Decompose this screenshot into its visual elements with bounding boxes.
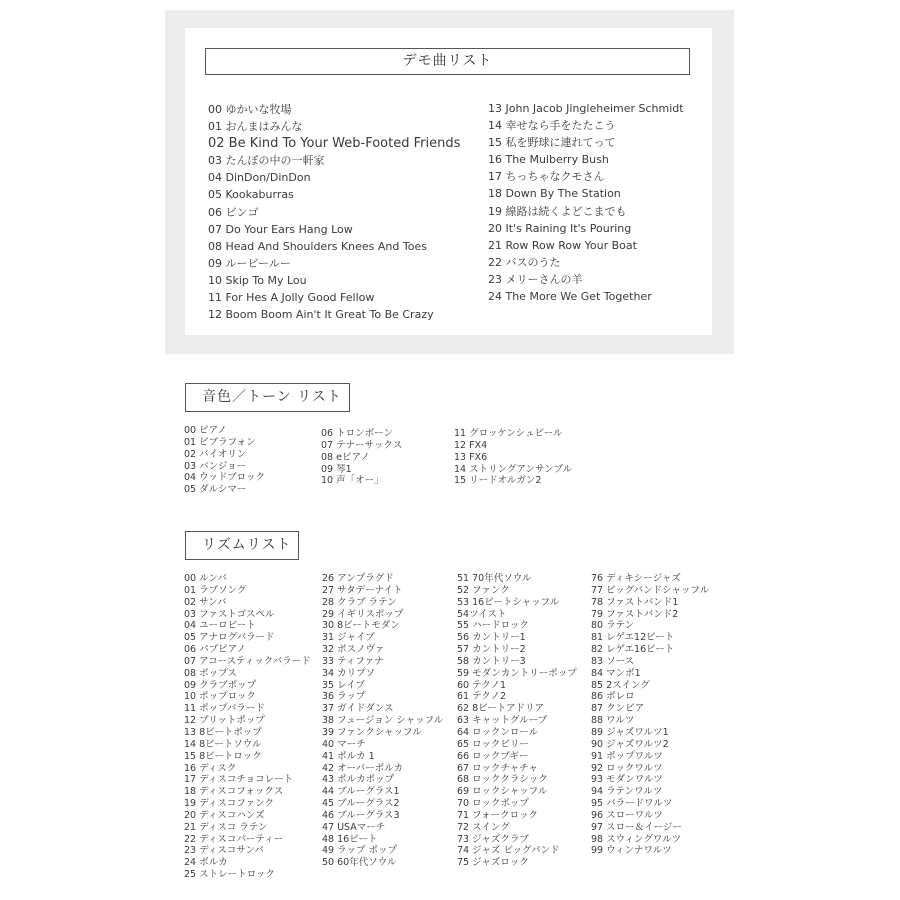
rhythm-item: 65 ロックビリー	[457, 738, 529, 750]
rhythm-item: 31 ジャイブ	[322, 632, 375, 644]
rhythm-item: 02 サンバ	[184, 596, 227, 608]
tone-item: 03 バンジョー	[184, 460, 247, 472]
rhythm-item: 08 ポップス	[184, 667, 237, 679]
tone-item: 06 トロンボーン	[321, 428, 393, 439]
rhythm-item: 80 ラテン	[591, 620, 635, 632]
rhythm-item: 78 ファストバンド1	[591, 596, 679, 608]
rhythm-item: 04 ユーロビート	[184, 620, 256, 632]
rhythm-item: 71 フォークロック	[457, 809, 538, 821]
rhythm-item: 27 サタデーナイト	[322, 584, 403, 596]
demo-song-item: 23 メリーさんの羊	[488, 272, 583, 286]
rhythm-item: 92 ロックワルツ	[591, 762, 663, 774]
rhythm-item: 42 オーバーボルカ	[322, 762, 404, 774]
demo-song-item: 18 Down By The Station	[488, 187, 621, 201]
rhythm-item: 32 ボスノヴァ	[322, 644, 385, 656]
demo-song-item: 01 おんまはみんな	[208, 120, 303, 134]
rhythm-item: 88 ワルツ	[591, 715, 635, 727]
demo-song-item: 03 たんぼの中の一軒家	[208, 154, 325, 168]
rhythm-column	[184, 573, 311, 881]
rhythm-item: 98 スウィングワルツ	[591, 833, 682, 845]
rhythm-item: 57 カントリー2	[457, 644, 526, 656]
rhythm-item: 01 ラブソング	[184, 584, 247, 596]
rhythm-item: 45 ブルーグラス2	[322, 798, 400, 810]
rhythm-item: 13 8ビートポップ	[184, 726, 262, 738]
rhythm-item: 83 ソース	[591, 655, 635, 667]
rhythm-item: 34 カリプソ	[322, 667, 376, 679]
rhythm-item: 03 ファストゴスペル	[184, 608, 275, 620]
rhythm-item: 07 アコースティックバラード	[184, 655, 311, 667]
rhythm-item: 76 ディキシージャズ	[591, 573, 681, 584]
tone-item: 01 ビブラフォン	[184, 436, 256, 448]
demo-panel	[165, 10, 734, 354]
demo-list-right	[488, 100, 684, 305]
rhythm-item: 15 8ビートロック	[184, 750, 262, 762]
rhythm-item: 23 ディスコサンバ	[184, 845, 264, 857]
rhythm-item: 26 アンプラグド	[322, 573, 394, 584]
rhythm-item: 20 ディスコハンズ	[184, 809, 265, 821]
rhythm-item: 74 ジャズ ビッグバンド	[457, 845, 560, 857]
rhythm-item: 11 ポップバラード	[184, 703, 265, 715]
rhythm-item: 35 レイブ	[322, 679, 365, 691]
rhythm-item: 56 カントリー1	[457, 632, 526, 644]
rhythm-item: 16 ディスク	[184, 762, 237, 774]
rhythm-item: 69 ロックシャッフル	[457, 786, 548, 798]
rhythm-item: 40 マーチ	[322, 738, 366, 750]
rhythm-item: 53 16ビートシャッフル	[457, 596, 560, 608]
rhythm-item: 55 ハードロック	[457, 620, 529, 632]
rhythm-item: 77 ビッグバンドシャッフル	[591, 584, 710, 596]
rhythm-column	[457, 573, 577, 869]
rhythm-item: 50 60年代ソウル	[322, 857, 397, 869]
rhythm-item: 25 ストレートロック	[184, 869, 275, 881]
demo-list-left	[208, 101, 460, 323]
rhythm-item: 05 アナログバラード	[184, 632, 275, 644]
rhythm-item: 66 ロックブギー	[457, 750, 529, 762]
rhythm-item: 73 ジャズクラブ	[457, 833, 529, 845]
demo-title: デモ曲リスト	[205, 48, 690, 75]
rhythm-item: 91 ポップワルツ	[591, 750, 663, 762]
rhythm-item: 37 ガイドダンス	[322, 703, 394, 715]
rhythm-item: 93 モダンワルツ	[591, 774, 663, 786]
rhythm-item: 17 ディスコチョコレート	[184, 774, 294, 786]
rhythm-item: 79 ファストバンド2	[591, 608, 679, 620]
rhythm-list-title: リズムリスト	[185, 531, 299, 560]
rhythm-item: 19 ディスコファンク	[184, 798, 274, 810]
tone-item: 00 ピアノ	[184, 425, 227, 436]
demo-song-item: 16 The Mulberry Bush	[488, 153, 609, 167]
demo-song-item: 20 It's Raining It's Pouring	[488, 221, 632, 235]
demo-song-item: 15 私を野球に連れてって	[488, 136, 616, 150]
rhythm-item: 33 ティファナ	[322, 655, 384, 667]
tone-item: 09 琴1	[321, 463, 352, 475]
rhythm-item: 39 ファンクシャッフル	[322, 726, 422, 738]
rhythm-item: 51 70年代ソウル	[457, 573, 532, 584]
rhythm-item: 12 ブリットポップ	[184, 715, 265, 727]
demo-song-item: 21 Row Row Row Your Boat	[488, 238, 637, 252]
rhythm-item: 84 マンボ1	[591, 667, 641, 679]
rhythm-item: 41 ボルカ 1	[322, 750, 375, 762]
rhythm-column	[591, 573, 709, 857]
rhythm-item: 64 ロックンロール	[457, 726, 539, 738]
rhythm-item: 68 ロッククラシック	[457, 774, 548, 786]
tone-item: 05 ダルシマー	[184, 484, 247, 496]
rhythm-item: 09 クラブポップ	[184, 679, 257, 691]
demo-song-item: 06 ビンゴ	[208, 205, 259, 219]
rhythm-item: 30 8ビートモダン	[322, 620, 400, 632]
demo-song-item: 12 Boom Boom Ain't It Great To Be Crazy	[208, 308, 434, 322]
tone-column	[321, 428, 402, 487]
rhythm-item: 49 ラップ ポップ	[322, 845, 397, 857]
rhythm-item: 21 ディスコ ラテン	[184, 821, 268, 833]
rhythm-item: 86 ボレロ	[591, 691, 635, 703]
rhythm-item: 96 スローワルツ	[591, 809, 663, 821]
rhythm-item: 60 テクノ1	[457, 679, 507, 691]
rhythm-item: 70 ロックポップ	[457, 798, 529, 810]
rhythm-item: 00 ルンバ	[184, 573, 227, 584]
rhythm-item: 89 ジャズワルツ1	[591, 726, 669, 738]
demo-song-item: 02 Be Kind To Your Web-Footed Friends	[208, 136, 461, 152]
tone-item: 10 声「オー」	[321, 475, 384, 487]
demo-song-item: 09 ルービールー	[208, 256, 291, 270]
tone-item: 15 リードオルガン2	[454, 475, 542, 487]
rhythm-item: 59 モダンカントリーポップ	[457, 667, 577, 679]
tone-column	[184, 425, 265, 496]
rhythm-item: 94 ラテンワルツ	[591, 786, 663, 798]
demo-song-item: 14 幸せなら手をたたこう	[488, 119, 616, 133]
rhythm-item: 06 パブピアノ	[184, 644, 246, 656]
rhythm-item: 24 ボルカ	[184, 857, 228, 869]
rhythm-item: 46 ブルーグラス3	[322, 809, 400, 821]
demo-song-item: 17 ちっちゃなクモさん	[488, 170, 605, 184]
rhythm-item: 10 ポップロック	[184, 691, 256, 703]
tone-item: 02 バイオリン	[184, 448, 247, 460]
rhythm-item: 14 8ビートソウル	[184, 738, 262, 750]
rhythm-item: 72 スイング	[457, 821, 510, 833]
rhythm-column	[322, 573, 443, 869]
rhythm-item: 44 ブルーグラス1	[322, 786, 400, 798]
tone-list-title: 音色／トーン リスト	[185, 383, 350, 412]
demo-song-item: 05 Kookaburras	[208, 188, 294, 202]
rhythm-item: 18 ディスコフォックス	[184, 786, 284, 798]
demo-song-item: 08 Head And Shoulders Knees And Toes	[208, 239, 427, 253]
tone-item: 11 グロッケンシュピール	[454, 428, 563, 439]
rhythm-item: 28 クラブ ラテン	[322, 596, 397, 608]
rhythm-item: 58 カントリー3	[457, 655, 526, 667]
tone-column	[454, 428, 572, 487]
rhythm-item: 87 クンビア	[591, 703, 645, 715]
tone-item: 14 ストリングアンサンブル	[454, 463, 573, 475]
rhythm-item: 97 スロー＆イージー	[591, 821, 682, 833]
rhythm-item: 29 イギリスポップ	[322, 608, 404, 620]
rhythm-item: 95 バラードワルツ	[591, 798, 673, 810]
rhythm-item: 99 ウィンナワルツ	[591, 845, 672, 857]
demo-card	[185, 28, 712, 335]
tone-item: 12 FX4	[454, 439, 488, 451]
demo-song-item: 00 ゆかいな牧場	[208, 103, 292, 116]
rhythm-item: 22 ディスコパーティー	[184, 833, 284, 845]
rhythm-item: 52 ファンク	[457, 584, 510, 596]
rhythm-item: 85 2スイング	[591, 679, 650, 691]
rhythm-item: 38 フュージョン シャッフル	[322, 715, 444, 727]
rhythm-item: 82 レゲエ16ビート	[591, 644, 675, 656]
demo-song-item: 04 DinDon/DinDon	[208, 171, 311, 185]
rhythm-item: 62 8ビートアドリア	[457, 703, 544, 715]
demo-song-item: 10 Skip To My Lou	[208, 273, 307, 287]
tone-item: 04 ウッドブロック	[184, 472, 265, 484]
demo-song-item: 07 Do Your Ears Hang Low	[208, 222, 353, 236]
rhythm-item: 90 ジャズワルツ2	[591, 738, 669, 750]
rhythm-item: 61 テクノ2	[457, 691, 507, 703]
rhythm-item: 81 レゲエ12ビート	[591, 632, 675, 644]
tone-item: 13 FX6	[454, 451, 488, 463]
demo-song-item: 19 線路は続くよどこまでも	[488, 204, 627, 218]
rhythm-item: 63 キャットグルーブ	[457, 715, 548, 727]
rhythm-item: 47 USAマーチ	[322, 821, 386, 833]
tone-item: 08 eピアノ	[321, 451, 370, 463]
rhythm-item: 75 ジャズロック	[457, 857, 529, 869]
rhythm-item: 36 ラップ	[322, 691, 366, 703]
demo-song-item: 24 The More We Get Together	[488, 290, 652, 304]
demo-song-item: 13 John Jacob Jingleheimer Schmidt	[488, 102, 684, 115]
rhythm-item: 67 ロックチャチャ	[457, 762, 538, 774]
demo-song-item: 22 バスのうた	[488, 255, 561, 269]
demo-song-item: 11 For Hes A Jolly Good Fellow	[208, 291, 375, 305]
rhythm-item: 43 ボルカポップ	[322, 774, 395, 786]
rhythm-item: 54ツイスト	[457, 608, 507, 620]
tone-item: 07 テナーサックス	[321, 439, 403, 451]
rhythm-item: 48 16ビート	[322, 833, 378, 845]
